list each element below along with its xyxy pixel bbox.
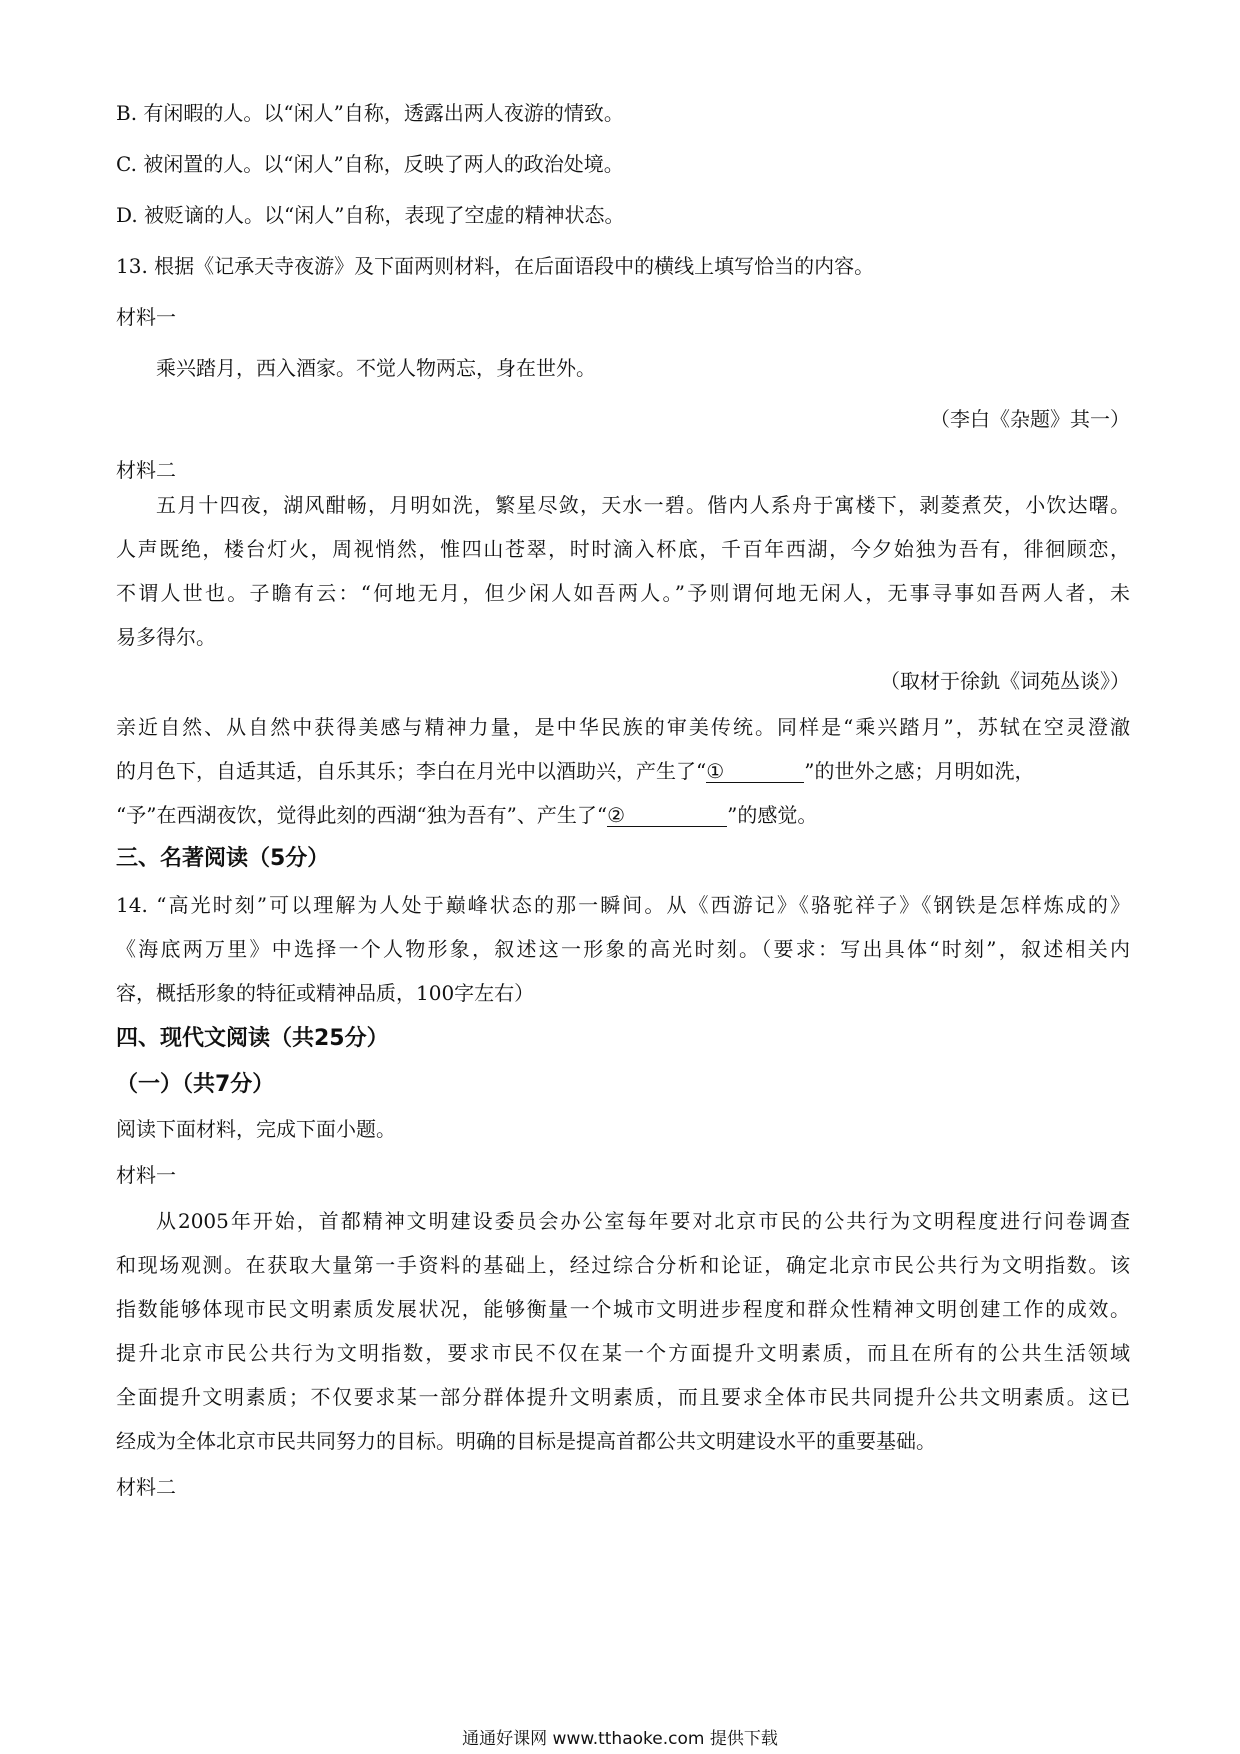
question-13: 13. 根据《记承天寺夜游》及下面两则材料，在后面语段中的横线上填写恰当的内容。 [116,254,875,278]
material-1-label: 材料一 [116,305,176,329]
material-2-source: （取材于徐釚《词苑丛谈》） [880,669,1130,693]
material-2-line-3: 不谓人世也。子瞻有云：“何地无月，但少闲人如吾两人。”予则谓何地无闲人，无事寻事如吾两人者，未 [116,581,1130,605]
material-1-source: （李白《杂题》其一） [930,407,1130,431]
option-b: B. 有闲暇的人。以“闲人”自称，透露出两人夜游的情致。 [116,101,624,125]
page-footer: 通通好课网 www.tthaoke.com 提供下载 [462,1729,778,1749]
material-2-line-4: 易多得尔。 [116,625,216,649]
material-2-line-2: 人声既绝，楼台灯火，周视悄然，惟四山苍翠，时时滴入杯底，千百年西湖，今夕始独为吾有，徘徊顾恋， [116,537,1130,561]
material-3-label: 材料一 [116,1163,176,1187]
reading-instruction: 阅读下面材料，完成下面小题。 [116,1117,396,1141]
option-d: D. 被贬谪的人。以“闲人”自称，表现了空虚的精神状态。 [116,203,625,227]
paragraph-line-3-start: “予”在西湖夜饮，觉得此刻的西湖“独为吾有”、产生了“ [116,803,608,827]
material-4-label: 材料二 [116,1475,176,1499]
material-3-line-3: 指数能够体现市民文明素质发展状况，能够衡量一个城市文明进步程度和群众性精神文明创建工作的成效。 [116,1297,1130,1321]
fill-blank-2[interactable]: ② [607,804,727,827]
material-3-line-1: 从2005年开始，首都精神文明建设委员会办公室每年要对北京市民的公共行为文明程度进行问卷调查 [156,1209,1130,1233]
material-3-line-2: 和现场观测。在获取大量第一手资料的基础上，经过综合分析和论证，确定北京市民公共行为文明指数。该 [116,1253,1130,1277]
fill-blank-1[interactable]: ① [706,760,804,783]
question-14-line-3: 容，概括形象的特征或精神品质，100字左右） [116,981,535,1005]
section-3-heading: 三、名著阅读（5分） [116,846,330,871]
subsection-1-heading: （一）（共7分） [116,1072,275,1097]
paragraph-line-3-end: ”的感觉。 [727,803,818,827]
paragraph-line-2 [116,758,1034,784]
material-3-line-4: 提升北京市民公共行为文明指数，要求市民不仅在某一个方面提升文明素质，而且在所有的公共生活领域 [116,1341,1130,1365]
material-2-label: 材料二 [116,458,176,482]
question-14-line-2: 《海底两万里》中选择一个人物形象，叙述这一形象的高光时刻。（要求：写出具体“时刻”，叙述相关内 [116,937,1130,961]
material-2-line-1: 五月十四夜，湖风酣畅，月明如洗，繁星尽敛，天水一碧。偕内人系舟于寓楼下，剥菱煮芡，小饮达曙。 [156,493,1130,517]
paragraph-line-3 [116,802,817,828]
paragraph-line-2-end: ”的世外之感；月明如洗， [804,759,1035,783]
material-3-line-6: 经成为全体北京市民共同努力的目标。明确的目标是提高首都公共文明建设水平的重要基础。 [116,1429,936,1453]
question-14-line-1: 14. “高光时刻”可以理解为人处于巅峰状态的那一瞬间。从《西游记》《骆驼祥子》《钢铁是怎样炼成的》 [116,893,1130,917]
material-3-line-5: 全面提升文明素质；不仅要求某一部分群体提升文明素质，而且要求全体市民共同提升公共文明素质。这已 [116,1385,1130,1409]
section-4-heading: 四、现代文阅读（共25分） [116,1026,389,1051]
paragraph-line-2-start: 的月色下，自适其适，自乐其乐；李白在月光中以酒助兴，产生了“ [116,759,707,783]
material-1-text: 乘兴踏月，西入酒家。不觉人物两忘，身在世外。 [156,356,596,380]
paragraph-line-1: 亲近自然、从自然中获得美感与精神力量，是中华民族的审美传统。同样是“乘兴踏月”，苏轼在空灵澄澈 [116,715,1130,739]
option-c: C. 被闲置的人。以“闲人”自称，反映了两人的政治处境。 [116,152,624,176]
